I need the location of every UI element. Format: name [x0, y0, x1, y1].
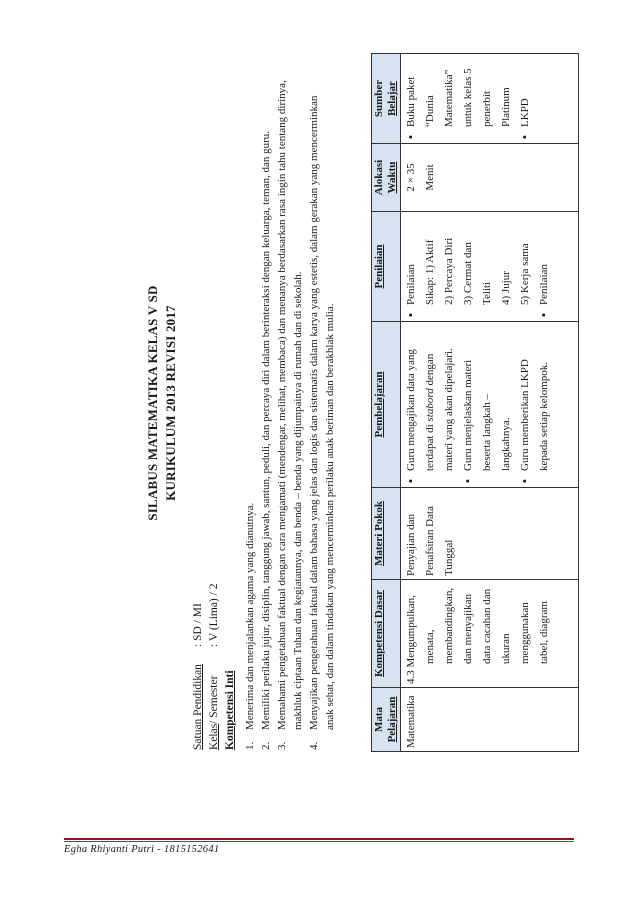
header-pembelajaran: Pembelajaran — [372, 322, 401, 488]
list-item: ▪ Guru mengajikan data yang terdapat di stabord dengan materi yang akan dipelajari. — [402, 325, 459, 484]
ki-item: 2.Memiliki perilaku jujur, disiplin, tanggung jawab, santun, peduli, dan percaya diri dalam berinteraksi dengan keluarga, teman, dan guru. — [260, 131, 272, 750]
table-header-row — [372, 54, 401, 752]
list-item: ▪ Buku paket “Dunia Matematika” untuk kelas 5 penerbit Platinum — [402, 57, 516, 140]
header-alokasi: Alokasi Waktu — [372, 144, 401, 212]
kompetensi-inti-list — [242, 50, 338, 750]
ki-item-cont: anak sehat, dan dalam tindakan yang mencerminkan perilaku anak beriman dan berakhlak mulia. — [324, 303, 336, 730]
header-materi: Materi Pokok — [372, 488, 401, 580]
cell-kd: 4.3 Mengumpulkan, menata, membandingkan, dan menyajikan data cacahan dan ukuran menggunakan tabel, diagram — [401, 580, 579, 688]
kompetensi-inti-heading: Kompetensi Inti — [224, 670, 236, 750]
cell-materi: Penyajian dan Penafsiran Data Tunggal — [401, 488, 579, 580]
rotated-page — [139, 48, 584, 758]
header-penilaian: Penilaian — [372, 212, 401, 322]
list-item: ▪ Penilaian — [535, 215, 554, 318]
footer-divider — [64, 838, 574, 840]
cell-pembelajaran — [401, 322, 579, 488]
cell-alokasi: 2 × 35 Menit — [401, 144, 579, 212]
list-item: ▪ LKPD — [516, 57, 535, 140]
footer-divider-secondary — [64, 841, 574, 842]
cell-penilaian — [401, 212, 579, 322]
list-item: ▪ Guru memberikan LKPD kepada setiap kelompok. — [516, 325, 554, 484]
ki-item: 4.Menyajikan pengetahuan faktual dalam bahasa yang jelas dan logis dan sistematis dalam karya yang estetis, dalam gerakan yang mencerminkan — [308, 95, 320, 750]
table-row — [401, 54, 579, 752]
satuan-pendidikan: Satuan Pendidikan: SD / MI — [192, 603, 204, 750]
page-title: SILABUS MATEMATIKA KELAS V SD KURIKULUM 2013 REVISI 2017 — [145, 285, 178, 521]
kelas-semester: Kelas/ Semester: V (Lima) / 2 — [208, 583, 220, 750]
list-item: ▪ Penilaian Sikap: 1) Aktif 2) Percaya Diri 3) Cermat dan Teliti 4) Jujur 5) Kerja sama — [402, 215, 535, 318]
header-mapel: Mata Pelajaran — [372, 688, 401, 752]
silabus-table — [371, 53, 579, 752]
header-kd: Kompetensi Dasar — [372, 580, 401, 688]
ki-item: 1.Menerima dan menjalankan agama yang dianutnya. — [244, 502, 256, 750]
list-item: ▪ Guru menjelaskan materi beserta langkah – langkahnya. — [459, 325, 516, 484]
cell-mapel: Matematika — [401, 688, 579, 752]
ki-item: 3.Memahami pengetahuan faktual dengan cara mengamati (mendengar, melihat, membaca) dan menanya berdasarkan rasa ingin tahu tentang dirinya, — [276, 80, 288, 750]
header-sumber: Sumber Belajar — [372, 54, 401, 144]
ki-item-cont: makhluk ciptaan Tuhan dan kegiatannya, dan benda – benda yang dijumpainya di rumah dan di sekolah. — [292, 271, 304, 730]
cell-sumber — [401, 54, 579, 144]
footer-author: Egha Rhiyanti Putri - 1815152641 — [64, 844, 220, 855]
